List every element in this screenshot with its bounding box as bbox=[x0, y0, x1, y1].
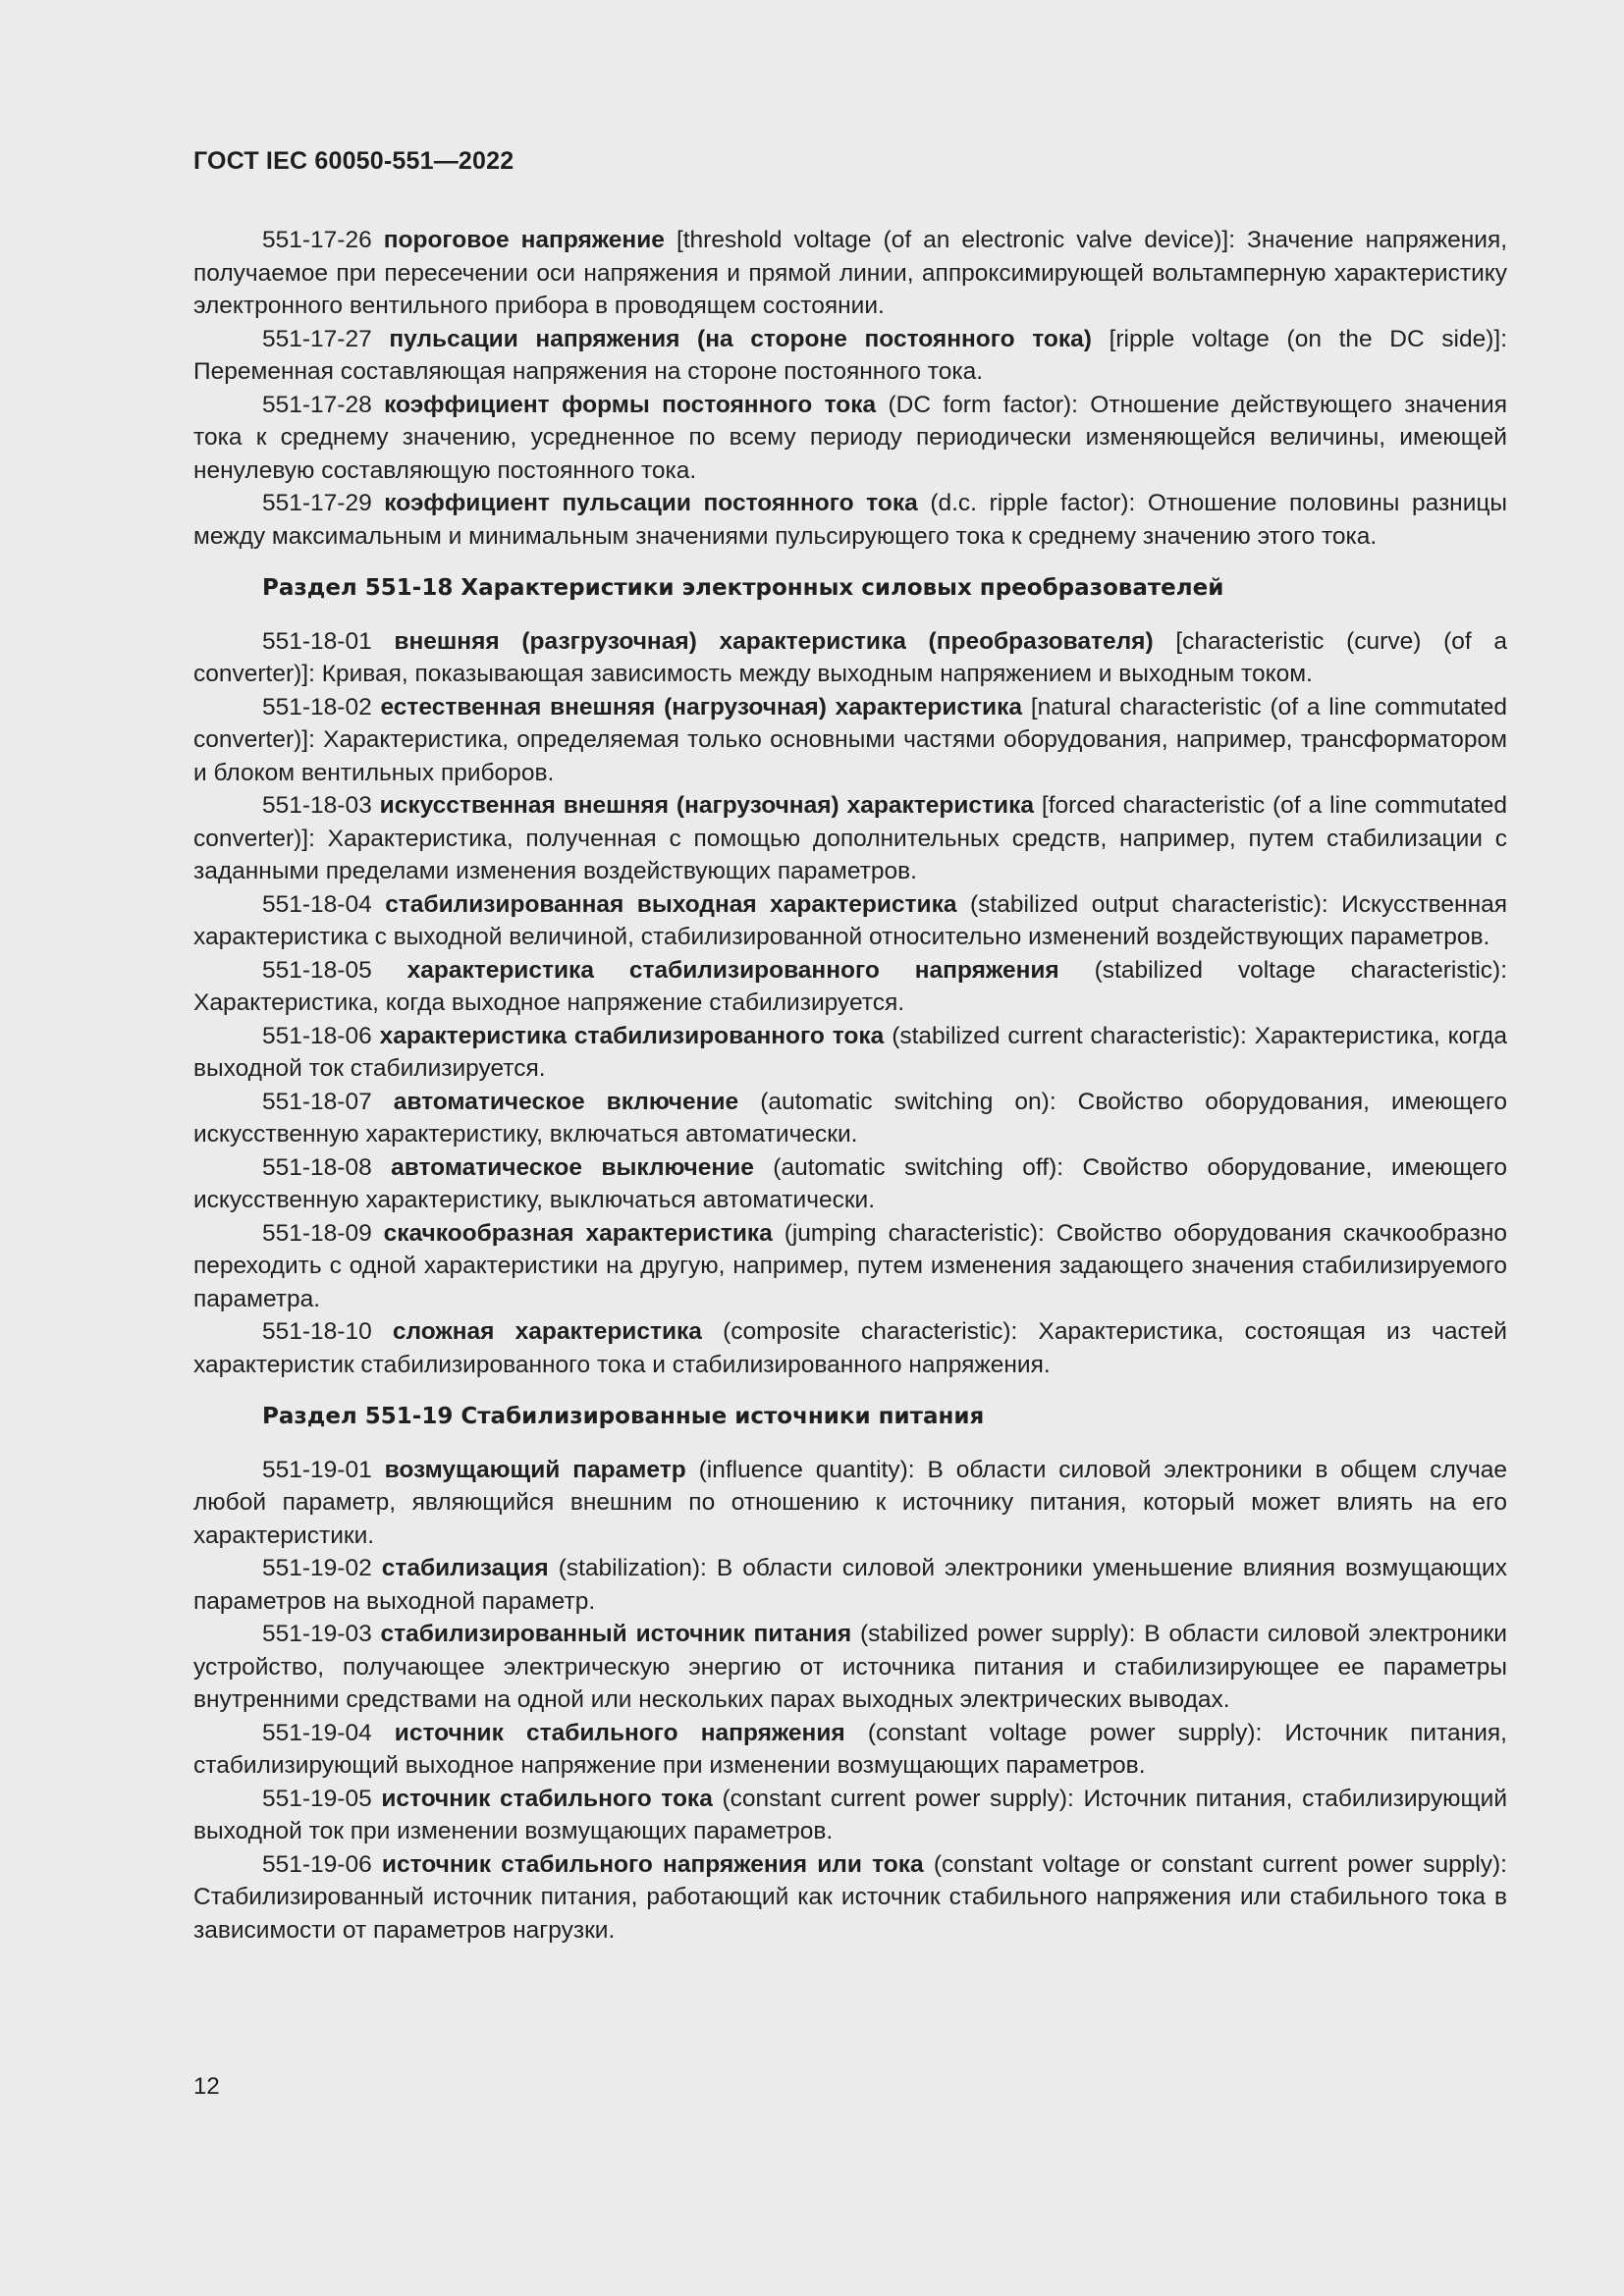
term-name: стабилизация bbox=[381, 1555, 549, 1581]
term-definition: [natural characteristic (of a line commutated converter)]: Характеристика, определяемая только основными частями оборудования, например, трансформатором и блоком вентильных приборов. bbox=[193, 693, 1507, 786]
term-code: 551-17-27 bbox=[262, 325, 372, 352]
term-entry bbox=[193, 323, 1507, 389]
term-name: сложная характеристика bbox=[392, 1318, 702, 1345]
term-code: 551-19-02 bbox=[262, 1555, 372, 1581]
term-entry bbox=[193, 954, 1507, 1020]
term-definition: (automatic switching off): Свойство оборудование, имеющего искусственную характеристику, выключаться автоматически. bbox=[193, 1153, 1508, 1213]
term-definition: (stabilized current characteristic): Характеристика, когда выходной ток стабилизируется. bbox=[193, 1022, 1507, 1082]
term-definition: [forced characteristic (of a line commutated converter)]: Характеристика, полученная с помощью дополнительных средств, например, путем стабилизации с заданными пределами изменения воздействующих параметров. bbox=[193, 792, 1508, 884]
term-entry bbox=[193, 487, 1507, 553]
term-code: 551-18-07 bbox=[262, 1088, 372, 1115]
term-definition: (stabilized output characteristic): Искусственная характеристика с выходной величиной, стабилизированной относительно изменений воздействующих параметров. bbox=[193, 890, 1507, 950]
term-definition: [ripple voltage (on the DC side)]: Переменная составляющая напряжения на стороне постоянного тока. bbox=[193, 325, 1508, 385]
term-code: 551-17-29 bbox=[262, 490, 372, 516]
section-heading: Раздел 551-19 Стабилизированные источники питания bbox=[262, 1404, 985, 1429]
term-name: характеристика стабилизированного тока bbox=[379, 1022, 885, 1049]
term-definition: (constant current power supply): Источник питания, стабилизирующий выходной ток при изменении возмущающих параметров. bbox=[193, 1785, 1508, 1844]
term-entry bbox=[193, 389, 1507, 488]
term-entry bbox=[193, 1217, 1507, 1316]
term-name: искусственная внешняя (нагрузочная) характеристика bbox=[379, 792, 1034, 819]
term-name: источник стабильного напряжения bbox=[394, 1719, 845, 1746]
term-definition: (DC form factor): Отношение действующего значения тока к среднему значению, усредненное по всему периоду периодически изменяющейся величины, имеющей ненулевую составляющую постоянного тока. bbox=[193, 391, 1508, 484]
term-entry bbox=[193, 1618, 1507, 1717]
term-code: 551-19-03 bbox=[262, 1621, 372, 1647]
term-definition: (influence quantity): В области силовой электроники в общем случае любой параметр, являющийся внешним по отношению к источнику питания, который может влиять на его характеристики. bbox=[193, 1456, 1508, 1549]
term-entry bbox=[193, 1552, 1507, 1618]
term-entry bbox=[193, 1848, 1507, 1948]
term-entry bbox=[193, 224, 1507, 323]
term-definition: (automatic switching on): Свойство оборудования, имеющего искусственную характеристику, включаться автоматически. bbox=[193, 1088, 1508, 1148]
term-definition: (stabilized power supply): В области силовой электроники устройство, получающее электрическую энергию от источника питания и стабилизирующее ее параметры внутренними средствами на одной или нескольких парах выходных электрических выводах. bbox=[193, 1621, 1507, 1713]
term-definition: (stabilization): В области силовой электроники уменьшение влияния возмущающих параметров на выходной параметр. bbox=[193, 1555, 1507, 1615]
standard-title: ГОСТ IEC 60050-551—2022 bbox=[193, 147, 514, 175]
term-name: естественная внешняя (нагрузочная) характеристика bbox=[380, 693, 1023, 721]
term-definition: (jumping characteristic): Свойство оборудования скачкообразно переходить с одной характеристики на другую, например, путем изменения задающего значения стабилизируемого параметра. bbox=[193, 1219, 1508, 1312]
term-name: источник стабильного тока bbox=[381, 1785, 713, 1812]
term-code: 551-19-04 bbox=[262, 1719, 372, 1746]
term-name: пульсации напряжения (на стороне постоянного тока) bbox=[389, 325, 1092, 352]
term-code: 551-19-01 bbox=[262, 1456, 372, 1483]
term-entry bbox=[193, 888, 1507, 954]
term-name: скачкообразная характеристика bbox=[383, 1219, 773, 1247]
term-name: коэффициент формы постоянного тока bbox=[384, 391, 877, 418]
term-definition: (constant voltage or constant current power supply): Стабилизированный источник питания, работающий как источник стабильного напряжения или стабильного тока в зависимости от параметров нагрузки. bbox=[193, 1850, 1507, 1944]
term-code: 551-18-08 bbox=[262, 1153, 372, 1181]
term-name: автоматическое включение bbox=[393, 1088, 739, 1115]
term-entry bbox=[193, 1315, 1507, 1381]
term-name: пороговое напряжение bbox=[383, 227, 665, 253]
term-name: источник стабильного напряжения или тока bbox=[381, 1850, 924, 1878]
term-code: 551-18-10 bbox=[262, 1318, 372, 1345]
term-entry bbox=[193, 1086, 1507, 1151]
term-definition: (composite characteristic): Характеристика, состоящая из частей характеристик стабилизированного тока и стабилизированного напряжения. bbox=[193, 1318, 1507, 1378]
term-name: автоматическое выключение bbox=[391, 1153, 754, 1181]
term-code: 551-19-06 bbox=[262, 1850, 372, 1878]
term-definition: [characteristic (curve) (of a converter)]: Кривая, показывающая зависимость между выходным напряжением и выходным током. bbox=[193, 627, 1507, 687]
term-entry bbox=[193, 789, 1507, 888]
term-name: характеристика стабилизированного напряжения bbox=[406, 956, 1059, 984]
term-name: внешняя (разгрузочная) характеристика (преобразователя) bbox=[394, 627, 1154, 655]
term-entry bbox=[193, 691, 1507, 790]
page-number: 12 bbox=[193, 2073, 220, 2100]
term-definition: (d.c. ripple factor): Отношение половины разницы между максимальным и минимальным значениями пульсирующего тока к среднему значению этого тока. bbox=[193, 490, 1508, 550]
term-entry bbox=[193, 1020, 1507, 1086]
term-definition: (constant voltage power supply): Источник питания, стабилизирующий выходное напряжение при изменении возмущающих параметров. bbox=[193, 1719, 1507, 1779]
term-entry bbox=[193, 625, 1507, 691]
term-definition: [threshold voltage (of an electronic valve device)]: Значение напряжения, получаемое при пересечении оси напряжения и прямой линии, аппроксимирующей вольтамперную характеристику электронного вентильного прибора в проводящем состоянии. bbox=[193, 227, 1508, 319]
term-code: 551-18-03 bbox=[262, 792, 372, 819]
term-code: 551-18-05 bbox=[262, 956, 372, 984]
term-entry bbox=[193, 1454, 1507, 1553]
term-name: возмущающий параметр bbox=[384, 1456, 686, 1483]
term-code: 551-18-02 bbox=[262, 693, 372, 721]
term-name: стабилизированная выходная характеристика bbox=[385, 890, 957, 918]
term-entry bbox=[193, 1783, 1507, 1848]
term-code: 551-18-01 bbox=[262, 627, 372, 655]
term-code: 551-18-04 bbox=[262, 890, 372, 918]
term-code: 551-17-26 bbox=[262, 227, 372, 253]
document-body bbox=[193, 224, 1507, 1947]
term-entry bbox=[193, 1717, 1507, 1783]
section-heading: Раздел 551-18 Характеристики электронных силовых преобразователей bbox=[262, 575, 1224, 601]
term-code: 551-18-09 bbox=[262, 1219, 372, 1247]
term-code: 551-19-05 bbox=[262, 1785, 372, 1812]
term-definition: (stabilized voltage characteristic): Характеристика, когда выходное напряжение стабилизируется. bbox=[193, 956, 1508, 1016]
term-entry bbox=[193, 1151, 1507, 1217]
term-name: стабилизированный источник питания bbox=[380, 1621, 852, 1647]
term-name: коэффициент пульсации постоянного тока bbox=[384, 490, 918, 516]
term-code: 551-18-06 bbox=[262, 1022, 372, 1049]
term-code: 551-17-28 bbox=[262, 391, 372, 418]
